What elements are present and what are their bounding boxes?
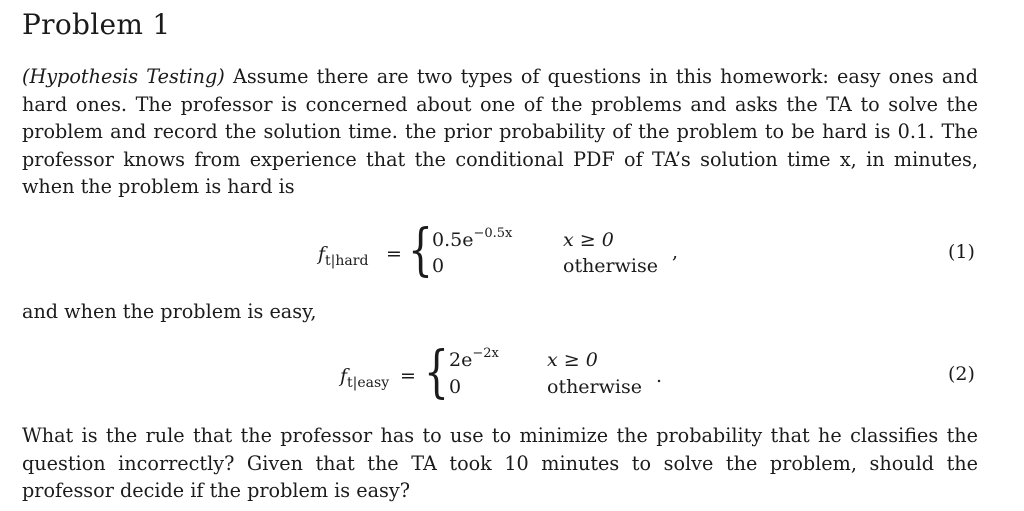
eq2-period: . (656, 365, 663, 387)
eq1-equals: = (386, 243, 402, 265)
eq2-case2-value: 0 (449, 376, 462, 398)
eq1-number: (1) (948, 241, 975, 263)
eq2-number: (2) (948, 363, 975, 385)
eq1-case2-condition: otherwise (563, 255, 658, 277)
problem-intro-paragraph (22, 63, 978, 201)
eq2-case1-condition: x ≥ 0 (547, 349, 598, 371)
eq1-case1-condition: x ≥ 0 (563, 229, 614, 251)
eq1-function: $f_{t|hard}$ (318, 243, 369, 269)
eq2-case2-condition: otherwise (547, 376, 642, 398)
eq2-case1-value: $2e^{-2x}$ (449, 346, 499, 371)
eq1-comma: , (672, 241, 679, 263)
problem-heading: Problem 1 (22, 8, 171, 41)
eq1-case2-value: 0 (432, 255, 445, 277)
eq1-case1-exponent: −0.5x (473, 226, 513, 241)
equation-1 (0, 218, 1024, 285)
eq1-subscript: t|hard (325, 253, 369, 269)
eq1-brace: { (408, 218, 433, 283)
eq2-subscript: t|easy (347, 375, 390, 391)
eq2-function: $f_{t|easy}$ (340, 365, 390, 391)
intro-text: Assume there are two types of questions in this homework: easy ones and hard ones. The professor is concerned about one of the problems and asks the TA to solve the problem and record the solution time. the prior probability of the problem to be hard is 0.1. The professor knows from experience that the conditional PDF of TA’s solution time x, in minutes, when the problem is hard is (22, 65, 978, 199)
eq2-case1-exponent: −2x (472, 346, 499, 361)
eq2-equals: = (400, 365, 416, 387)
eq1-case1-value: $0.5e^{-0.5x}$ (432, 226, 513, 251)
easy-case-paragraph: and when the problem is easy, (22, 300, 317, 323)
question-paragraph: What is the rule that the professor has to use to minimize the probability that he classifies the question incorrectly? Given that the TA took 10 minutes to solve the problem, should the professor decide if the problem is easy? (22, 424, 978, 503)
eq2-brace: { (424, 340, 449, 405)
hypothesis-testing-label: (Hypothesis Testing) (22, 65, 225, 88)
equation-2 (0, 340, 1024, 405)
